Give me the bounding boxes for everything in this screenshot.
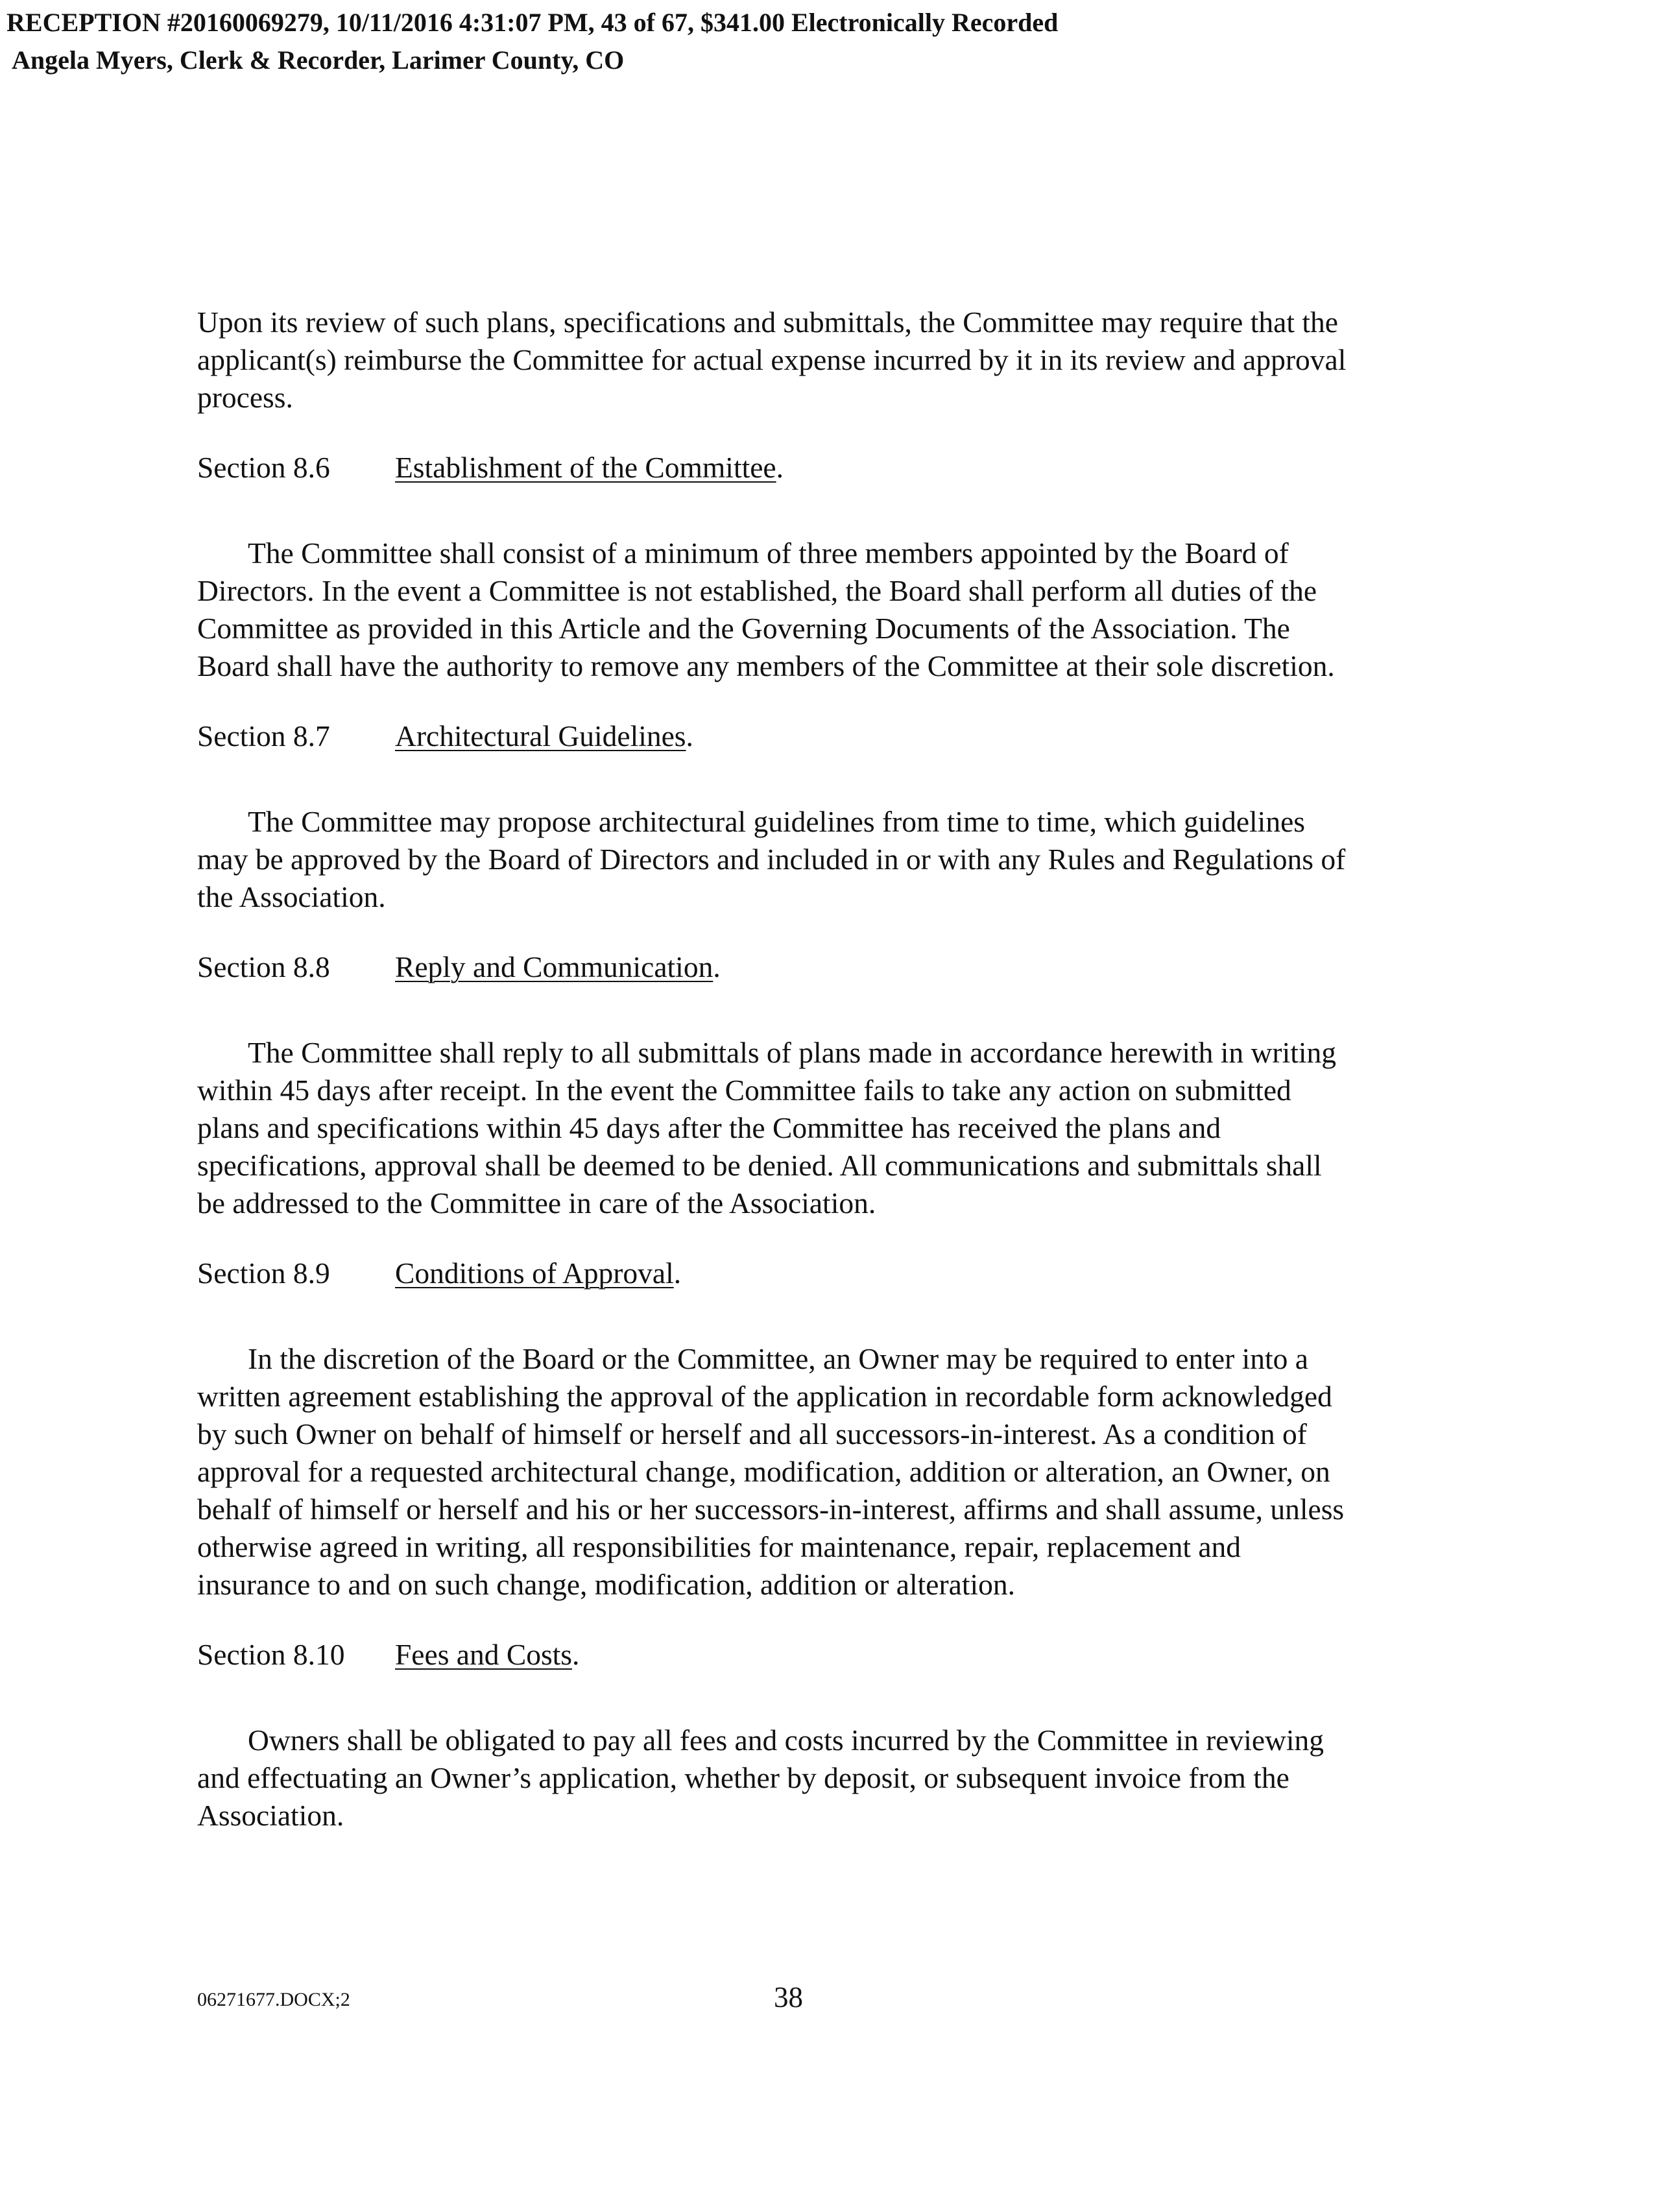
section-title-text: Fees and Costs [395,1638,572,1671]
section-paragraph-8-8: The Committee shall reply to all submittals of plans made in accordance herewith in writing within 45 days after receipt. In the event the Committee fails to take any action on submitted plans and specifications within 45 days after the Committee has received the plans and specifications, approval shall be deemed to be denied. All communications and submittals shall be addressed to the Committee in care of the Association. [197,1036,1336,1220]
section-heading-8-9 [197,1255,1492,1292]
footer-page-number: 38 [774,1981,803,2014]
section-heading-8-8 [197,948,1492,986]
section-paragraph-8-9: In the discretion of the Board or the Committee, an Owner may be required to enter into a written agreement establishing the approval of the application in recordable form acknowledged by such Owner on behalf of himself or herself and all successors-in-interest. As a condition of approval for a requested architectural change, modification, addition or alteration, an Owner, on behalf of himself or herself and his or her successors-in-interest, affirms and shall assume, unless otherwise agreed in writing, all responsibilities for maintenance, repair, replacement and insurance to and on such change, modification, addition or alteration. [197,1342,1345,1601]
section-title-text: Conditions of Approval [395,1256,674,1290]
document-body [197,304,1492,1834]
recording-stamp-reception-line: RECEPTION #20160069279, 10/11/2016 4:31:07 PM, 43 of 67, $341.00 Electronically Recorded [6,8,1059,37]
section-title-period: . [572,1638,580,1671]
section-heading-8-7 [197,717,1492,755]
section-number: Section 8.6 [197,451,330,484]
footer-document-id: 06271677.DOCX;2 [197,1989,350,2010]
section-heading-8-6 [197,449,1492,487]
recording-stamp [6,4,1563,79]
section-title [395,717,693,755]
section-title [395,1636,579,1674]
section-heading-8-10 [197,1636,1492,1674]
section-paragraph-8-6: The Committee shall consist of a minimum of three members appointed by the Board of Directors. In the event a Committee is not established, the Board shall perform all duties of the Committee as provided in this Article and the Governing Documents of the Association. The Board shall have the authority to remove any members of the Committee at their sole discretion. [197,536,1335,682]
section-number: Section 8.10 [197,1638,345,1671]
section-title-text: Establishment of the Committee [395,451,776,484]
section-title-text: Architectural Guidelines [395,719,686,752]
section-title [395,1255,681,1292]
recording-stamp-clerk-line: Angela Myers, Clerk & Recorder, Larimer County, CO [12,45,625,75]
section-number: Section 8.9 [197,1256,330,1290]
section-title-period: . [686,719,693,752]
section-title-text: Reply and Communication [395,950,713,983]
section-number: Section 8.8 [197,950,330,983]
section-title-period: . [713,950,721,983]
intro-paragraph: Upon its review of such plans, specifications and submittals, the Committee may require that the applicant(s) reimburse the Committee for actual expense incurred by it in its review and approval process. [197,306,1347,414]
section-title-period: . [776,451,784,484]
section-number: Section 8.7 [197,719,330,752]
section-title-period: . [673,1256,682,1290]
section-paragraph-8-7: The Committee may propose architectural guidelines from time to time, which guidelines may be approved by the Board of Directors and included in or with any Rules and Regulations of the Association. [197,805,1346,913]
section-paragraph-8-10: Owners shall be obligated to pay all fees and costs incurred by the Committee in reviewing and effectuating an Owner’s application, whether by deposit, or subsequent invoice from the Association. [197,1724,1324,1832]
section-title [395,948,721,986]
section-title [395,449,784,487]
